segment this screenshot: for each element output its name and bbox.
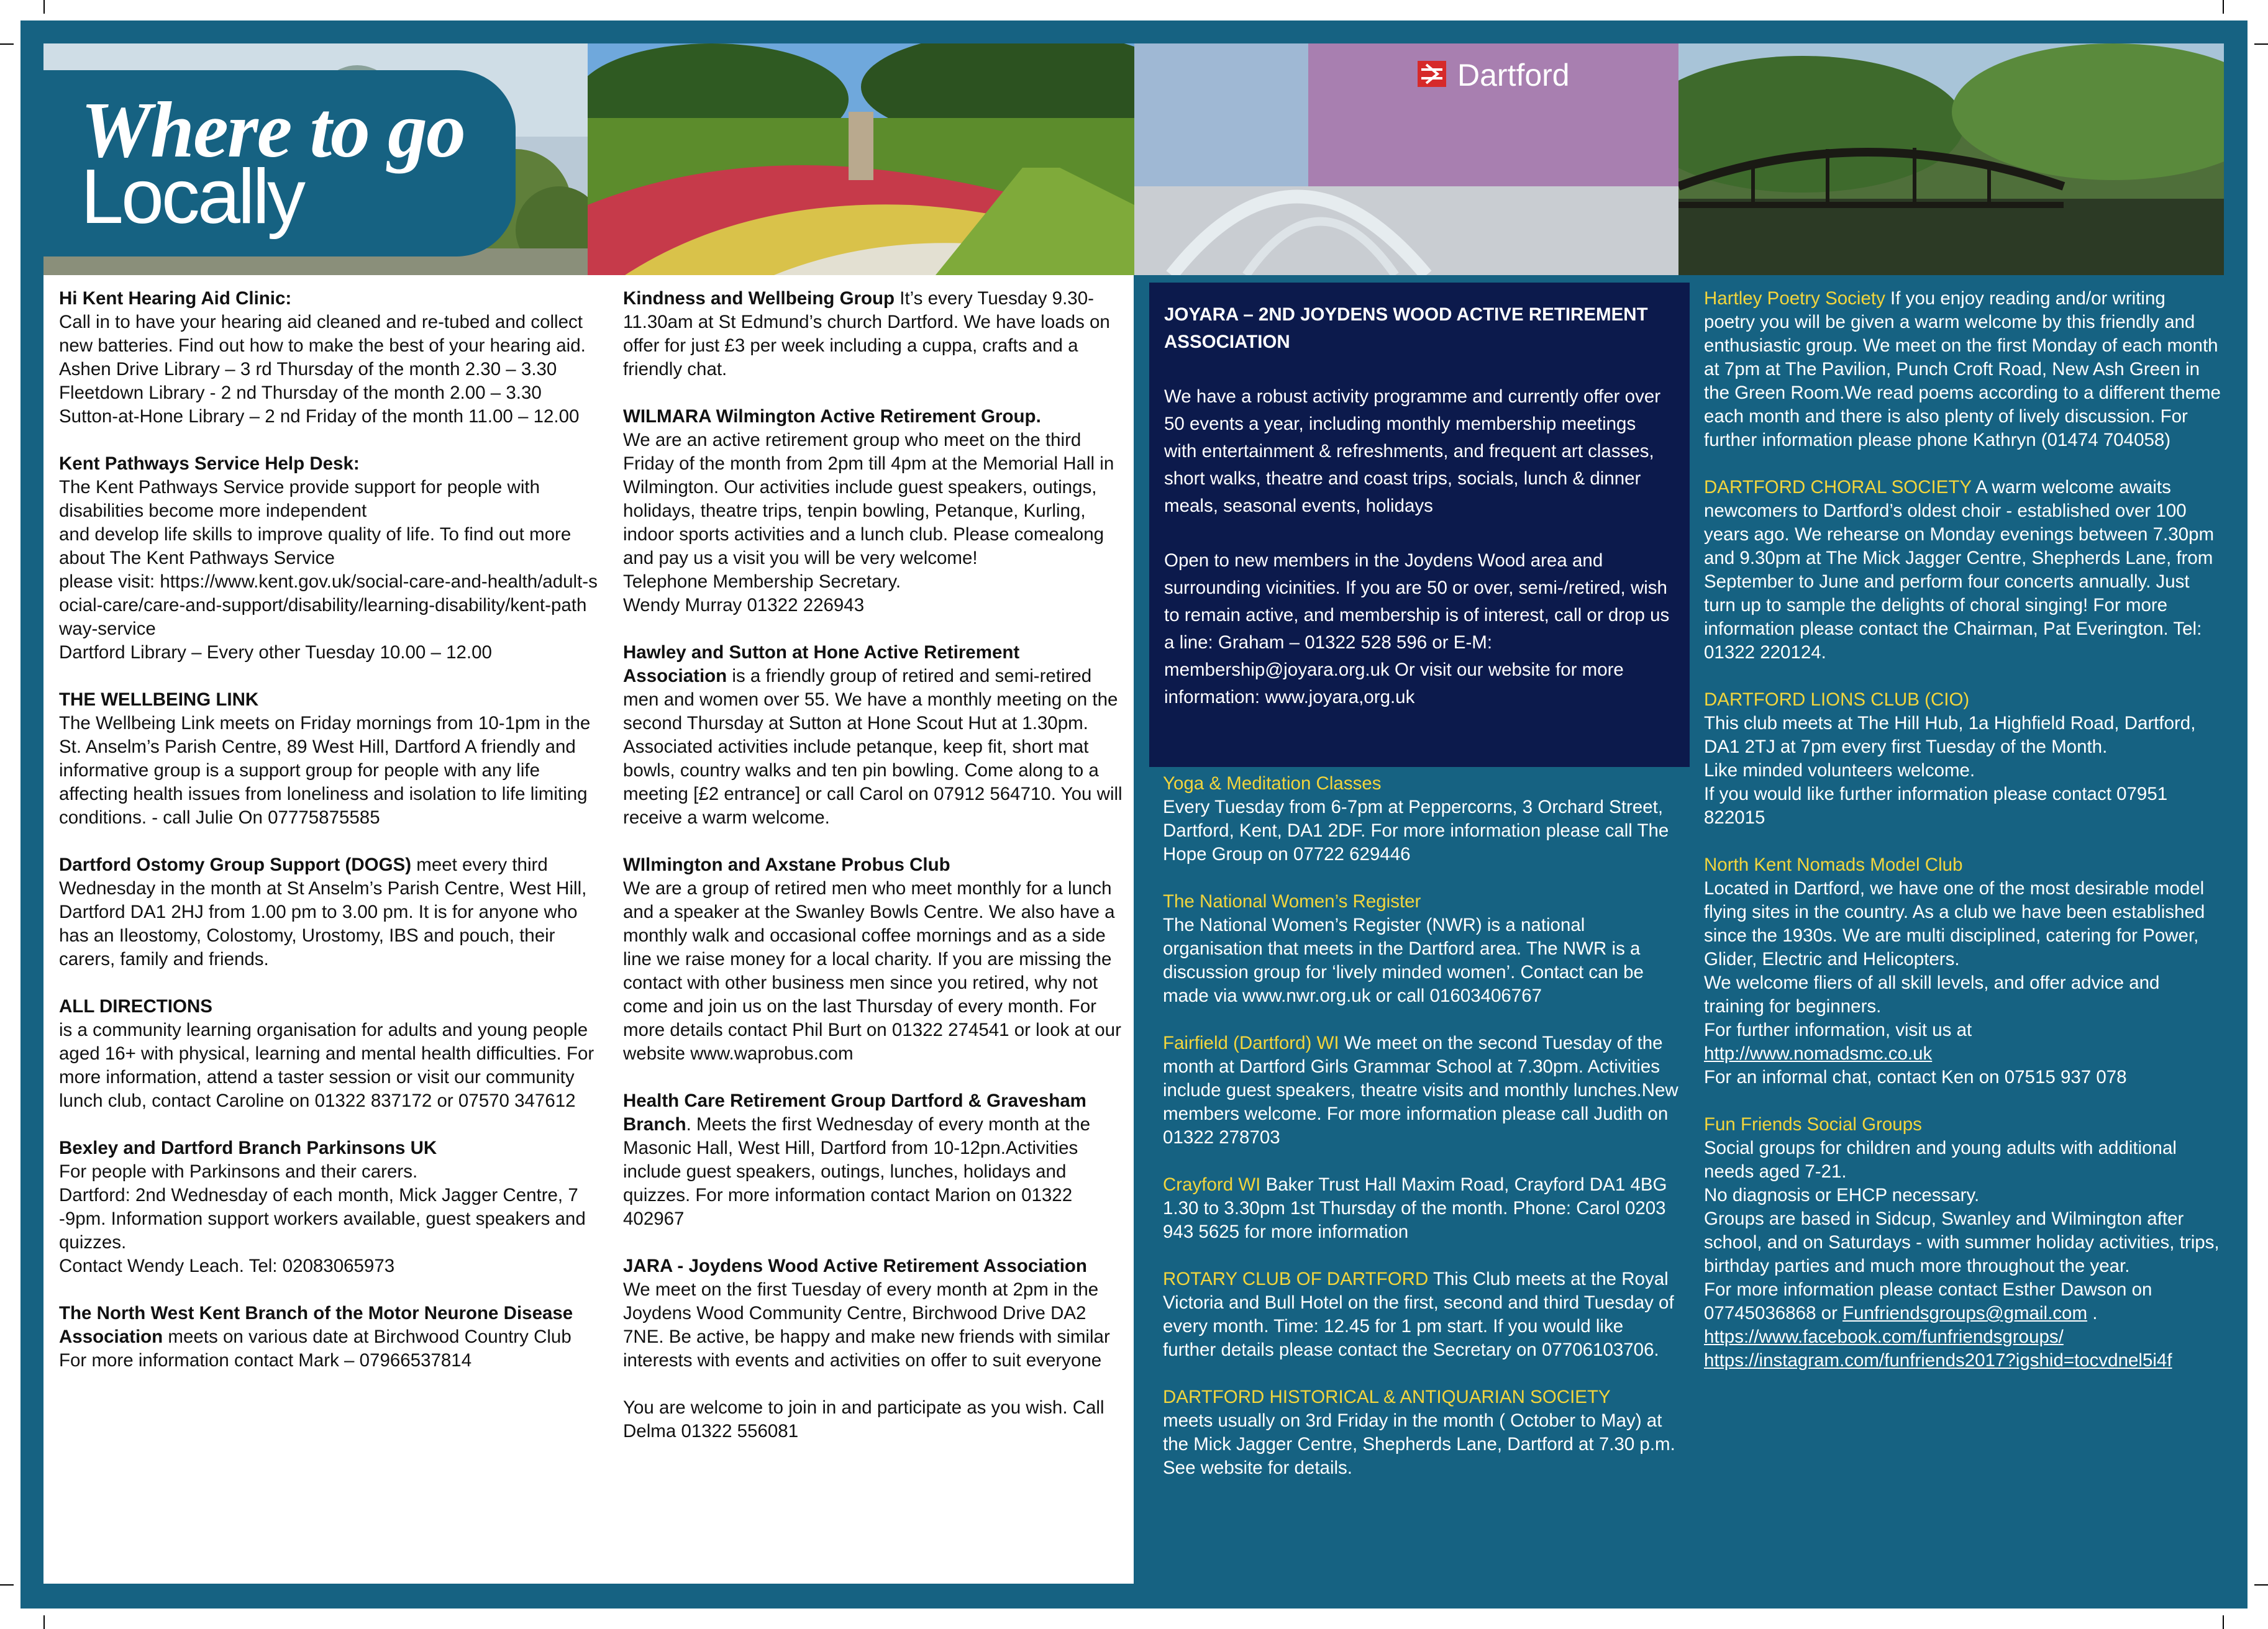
listing-title: Bexley and Dartford Branch Parkinsons UK — [59, 1138, 437, 1158]
crop-mark — [2254, 43, 2268, 45]
listing-text: For an informal chat, contact Ken on 07515 937 078 — [1704, 1067, 2127, 1087]
listing-jara-welcome — [623, 1396, 1126, 1443]
page-title: Where to go — [81, 86, 465, 174]
column-1 — [59, 287, 599, 1396]
listing-title: ROTARY CLUB OF DARTFORD — [1163, 1269, 1429, 1289]
listing-title: Health Care Retirement Group Dartford & Gravesham Branch — [623, 1091, 1086, 1135]
listing-title: Fairfield (Dartford) WI — [1163, 1033, 1339, 1053]
listing-title: Hawley and Sutton at Hone Active Retirement Association — [623, 642, 1020, 686]
listing-health-care-retirement — [623, 1089, 1126, 1231]
crop-mark — [2223, 0, 2224, 14]
listing-title: WIlmington and Axstane Probus Club — [623, 855, 950, 875]
formal-garden-photo — [588, 43, 1134, 275]
listing-text: Telephone Membership Secretary. — [623, 571, 901, 592]
listing-fun-friends — [1704, 1113, 2221, 1373]
listing-wellbeing-link — [59, 688, 599, 830]
listing-link-text[interactable]: please visit: https://www.kent.gov.uk/social-care-and-health/adult-social-care/care-and-support/disability/learning-disability/kent-pathway-service — [59, 571, 598, 639]
listing-title: Kent Pathways Service Help Desk: — [59, 453, 360, 474]
listing-title: Kindness and Wellbeing Group — [623, 288, 895, 309]
listing-text: Wendy Murray 01322 226943 — [623, 595, 865, 615]
listing-text: For people with Parkinsons and their carers. — [59, 1161, 418, 1182]
listing-title: Yoga & Meditation Classes — [1163, 773, 1382, 794]
listing-nomads-model-club — [1704, 853, 2221, 1089]
listing-text: Contact Wendy Leach. Tel: 02083065973 — [59, 1256, 395, 1276]
listing-text: This club meets at The Hill Hub, 1a Highfield Road, Dartford, DA1 2TJ at 7pm every first Tuesday of the Month. — [1704, 713, 2196, 757]
crop-mark — [0, 1584, 14, 1586]
listing-text: Open to new members in the Joydens Wood area and surrounding vicinities. If you are 50 or over, semi-/retired, wish to remain active, and membership is of interest, call or drop us a line: Graham – 01322 528 596 or E-M: membership@joyara.org.uk Or visit our website for more information: www.joyara,org.uk — [1164, 550, 1670, 707]
listing-crayford-wi — [1163, 1173, 1678, 1244]
listing-motor-neurone — [59, 1302, 599, 1373]
listing-hawley-sutton — [623, 641, 1126, 830]
listing-text: We are an active retirement group who meet on the third Friday of the month from 2pm till 4pm at the Memorial Hall in Wilmington. Our activities include guest speakers, outings, holidays, theatre trips, tenpin bowling, Petanque, Kurling, indoor sports activities and a lunch club. Please comealong and pay us a visit you will be very welcome! — [623, 430, 1114, 568]
listing-text: Dartford Library – Every other Tuesday 10.00 – 12.00 — [59, 642, 492, 663]
listing-title: Hartley Poetry Society — [1704, 288, 1885, 309]
listing-all-directions — [59, 995, 599, 1113]
crop-mark — [2223, 1615, 2224, 1629]
listing-probus-club — [623, 853, 1126, 1066]
listing-nwr — [1163, 890, 1678, 1008]
crop-mark — [0, 43, 14, 45]
listing-hartley-poetry — [1704, 287, 2221, 452]
crop-mark — [43, 0, 45, 14]
listing-text: Social groups for children and young adults with additional needs aged 7-21. — [1704, 1138, 2177, 1182]
listing-text: The Wellbeing Link meets on Friday mornings from 10-1pm in the St. Anselm’s Parish Centre, 89 West Hill, Dartford A friendly and informative group is a support group for people with any life affecting health issues from loneliness and isolation to life limiting conditions. - call Julie On 07775875585 — [59, 713, 591, 828]
listing-parkinsons — [59, 1137, 599, 1278]
listing-kent-pathways — [59, 452, 599, 665]
listing-rotary-club — [1163, 1268, 1678, 1362]
nomads-website-link[interactable]: http://www.nomadsmc.co.uk — [1704, 1043, 1933, 1064]
listing-text: is a community learning organisation for adults and young people aged 16+ with physical, learning and mental health difficulties. For more information, attend a taster session or visit our community lunch club, contact Caroline on 01322 837172 or 07570 347612 — [59, 1020, 594, 1111]
listing-title: DARTFORD HISTORICAL & ANTIQUARIAN SOCIETY — [1163, 1387, 1611, 1407]
listing-text: . — [2087, 1303, 2098, 1323]
listing-text: A warm welcome awaits newcomers to Dartford’s oldest choir - established over 100 years ago. We rehearse on Monday evenings between 7.30pm and 9.30pm at The Mick Jagger Centre, Shepherds Lane, from September to June and perform four concerts annually. Just turn up to sample the delights of choral singing! For more information please contact the Chairman, Pat Everington. Tel: 01322 220124. — [1704, 477, 2215, 663]
instagram-link[interactable]: https://instagram.com/funfriends2017?igshid=tocvdnel5i4f — [1704, 1350, 2172, 1371]
page-subtitle: Locally — [81, 154, 303, 240]
listing-text: meet every third Wednesday in the month at St Anselm’s Parish Centre, West Hill, Dartford DA1 2HJ from 1.00 pm to 3.00 pm. It is for anyone who has an Ileostomy, Colostomy, Urostomy, IBS and pouch, their carers, family and friends. — [59, 855, 587, 969]
listing-text: We meet on the second Tuesday of the month at Dartford Girls Grammar School at 7.30pm. Activities include guest speakers, theatre visits and monthly lunches.New members welcome. For more information please call Judith on 01322 278703 — [1163, 1033, 1678, 1148]
listing-text: Groups are based in Sidcup, Swanley and Wilmington after school, and on Saturdays - with summer holiday activities, trips, birthday parties and much more throughout the year. — [1704, 1209, 2220, 1276]
listing-text: Like minded volunteers welcome. — [1704, 760, 1975, 781]
crop-mark — [2254, 1584, 2268, 1586]
joyara-title — [1164, 301, 1672, 356]
joyara-box — [1149, 283, 1690, 767]
listing-text: Baker Trust Hall Maxim Road, Crayford DA1 4BG 1.30 to 3.30pm 1st Thursday of the month. Phone: Carol 0203 943 5625 for more information — [1163, 1174, 1667, 1242]
listing-jara — [623, 1255, 1126, 1373]
listing-title: THE WELLBEING LINK — [59, 689, 259, 710]
listing-title: Hi Kent Hearing Aid Clinic: — [59, 288, 292, 309]
listing-text: Every Tuesday from 6-7pm at Peppercorns, 3 Orchard Street, Dartford, Kent, DA1 2DF. For more information please call The Hope Group on 07722 629446 — [1163, 797, 1669, 864]
listing-text: meets usually on 3rd Friday in the month ( October to May) at the Mick Jagger Centre, Shepherds Lane, Dartford at 7.30 p.m. See website for details. — [1163, 1410, 1675, 1478]
listing-title: DARTFORD CHORAL SOCIETY — [1704, 477, 1972, 497]
listing-text: Fleetdown Library - 2 nd Thursday of the month 2.00 – 3.30 — [59, 383, 542, 403]
listing-yoga — [1163, 772, 1678, 866]
listing-hi-kent-hearing — [59, 287, 599, 429]
listing-text: No diagnosis or EHCP necessary. — [1704, 1185, 1980, 1205]
listing-dogs — [59, 853, 599, 971]
crop-mark — [43, 1615, 45, 1629]
listing-historical-society — [1163, 1386, 1678, 1480]
listing-title: JARA - Joydens Wood Active Retirement Association — [623, 1256, 1087, 1276]
listing-text: Dartford: 2nd Wednesday of each month, Mick Jagger Centre, 7 -9pm. Information support workers available, guest speakers and quizzes. — [59, 1185, 586, 1253]
listing-text: We meet on the first Tuesday of every month at 2pm in the Joydens Wood Community Centre, Birchwood Drive DA2 7NE. Be active, be happy and make new friends with similar interests with events and activities on offer to suit everyone — [623, 1279, 1110, 1371]
joyara-paragraph — [1164, 547, 1672, 711]
listing-title: Crayford WI — [1163, 1174, 1261, 1195]
listing-title: Dartford Ostomy Group Support (DOGS) — [59, 855, 412, 875]
listing-text: It’s every Tuesday 9.30-11.30am at St Edmund’s church Dartford. We have loads on offer for just £3 per week including a cuppa, crafts and a friendly chat. — [623, 288, 1110, 379]
bridge-river-photo — [1678, 43, 2224, 275]
listing-text: This Club meets at the Royal Victoria and Bull Hotel on the first, second and third Tuesday of every month. Time: 12.45 for 1 pm start. If you would like further details please contact the Secretary on 07706103706. — [1163, 1269, 1674, 1360]
listing-text: If you enjoy reading and/or writing poetry you will be given a warm welcome by this friendly and enthusiastic group. We meet on the first Monday of each month at 7pm at The Pavilion, Punch Croft Road, New Ash Green in the Green Room.We read poems according to a different theme each month and there is also plenty of lively discussion. For further information please phone Kathryn (01474 704058) — [1704, 288, 2221, 450]
listing-kindness-wellbeing — [623, 287, 1126, 381]
listing-title: Fun Friends Social Groups — [1704, 1114, 1922, 1135]
listing-text: We have a robust activity programme and currently offer over 50 events a year, including monthly membership meetings with entertainment & refreshments, and frequent art classes, short walks, theatre and coast trips, socials, lunch & dinner meals, seasonal events, holidays — [1164, 386, 1661, 516]
listing-text: We welcome fliers of all skill levels, and offer advice and training for beginners. — [1704, 973, 2160, 1017]
listing-title: ALL DIRECTIONS — [59, 996, 212, 1017]
listing-text: Call in to have your hearing aid cleaned and re-tubed and collect new batteries. Find out how to make the best of your hearing aid. — [59, 312, 586, 356]
listing-text: For further information, visit us at — [1704, 1020, 1972, 1040]
listing-lions-club — [1704, 688, 2221, 830]
listing-text: and develop life skills to improve quality of life. To find out more about The Kent Pathways Service — [59, 524, 572, 568]
listing-text: If you would like further information please contact 07951 822015 — [1704, 784, 2168, 828]
listing-text: . Meets the first Wednesday of every month at the Masonic Hall, West Hill, Dartford from 10-12pn.Activities include guest speakers, outings, lunches, holidays and quizzes. For more information contact Marion on 01322 402967 — [623, 1114, 1091, 1229]
listing-text: meets on various date at Birchwood Country Club For more information contact Mark – 07966537814 — [59, 1327, 572, 1371]
dartford-station-photo — [1134, 43, 1678, 275]
listing-text: Sutton-at-Hone Library – 2 nd Friday of the month 11.00 – 12.00 — [59, 406, 580, 427]
listing-title: WILMARA Wilmington Active Retirement Group. — [623, 406, 1041, 427]
listing-title: The National Women’s Register — [1163, 891, 1421, 912]
listing-text: For more information please contact Esther Dawson on 07745036868 or — [1704, 1279, 2152, 1323]
listing-title: JOYARA – 2ND JOYDENS WOOD ACTIVE RETIREMENT ASSOCIATION — [1164, 304, 1648, 352]
listing-title: DARTFORD LIONS CLUB (CIO) — [1704, 689, 1970, 710]
listing-text: The Kent Pathways Service provide support for people with disabilities become more independent — [59, 477, 540, 521]
listing-wilmara — [623, 405, 1126, 617]
listing-text: is a friendly group of retired and semi-retired men and women over 55. We have a monthly meeting on the second Thursday at Sutton at Hone Scout Hut at 1.30pm. Associated activities include petanque, keep fit, short mat bowls, country walks and ten pin bowling. Come along to a meeting [£2 entrance] or call Carol on 07912 564710. You will receive a warm welcome. — [623, 666, 1123, 828]
joyara-paragraph — [1164, 383, 1672, 520]
listing-text: The National Women’s Register (NWR) is a national organisation that meets in the Dartford area. The NWR is a discussion group for ‘lively minded women’. Contact can be made via www.nwr.org.uk or call 01603406767 — [1163, 915, 1644, 1006]
listing-fairfield-wi — [1163, 1032, 1678, 1150]
listing-title: North Kent Nomads Model Club — [1704, 855, 1963, 875]
column-3 — [1163, 772, 1678, 1504]
listing-choral-society — [1704, 476, 2221, 665]
listing-text: Located in Dartford, we have one of the most desirable model flying sites in the country. As a club we have been established since the 1930s. We are multi disciplined, catering for Power, Glider, Electric and Helicopters. — [1704, 878, 2205, 969]
listing-text: We are a group of retired men who meet monthly for a lunch and a speaker at the Swanley Bowls Centre. We also have a monthly walk and occasional coffee mornings and as a side line we raise money for a local charity. If you are missing the contact with other business men since you retired, why not come and join us on the last Thursday of every month. For more details contact Phil Burt on 01322 274541 or look at our website www.waprobus.com — [623, 878, 1121, 1064]
listing-title: The North West Kent Branch of the Motor Neurone Disease Association — [59, 1303, 573, 1347]
column-4 — [1704, 287, 2221, 1396]
fun-friends-email-link[interactable]: Funfriendsgroups@gmail.com — [1842, 1303, 2088, 1323]
column-2 — [623, 287, 1126, 1467]
facebook-link[interactable]: https://www.facebook.com/funfriendsgroups/ — [1704, 1327, 2064, 1347]
listing-text: Ashen Drive Library – 3 rd Thursday of the month 2.30 – 3.30 — [59, 359, 557, 379]
listing-text: You are welcome to join in and participate as you wish. Call Delma 01322 556081 — [623, 1397, 1104, 1441]
station-sign-text: Dartford — [1457, 58, 1570, 93]
